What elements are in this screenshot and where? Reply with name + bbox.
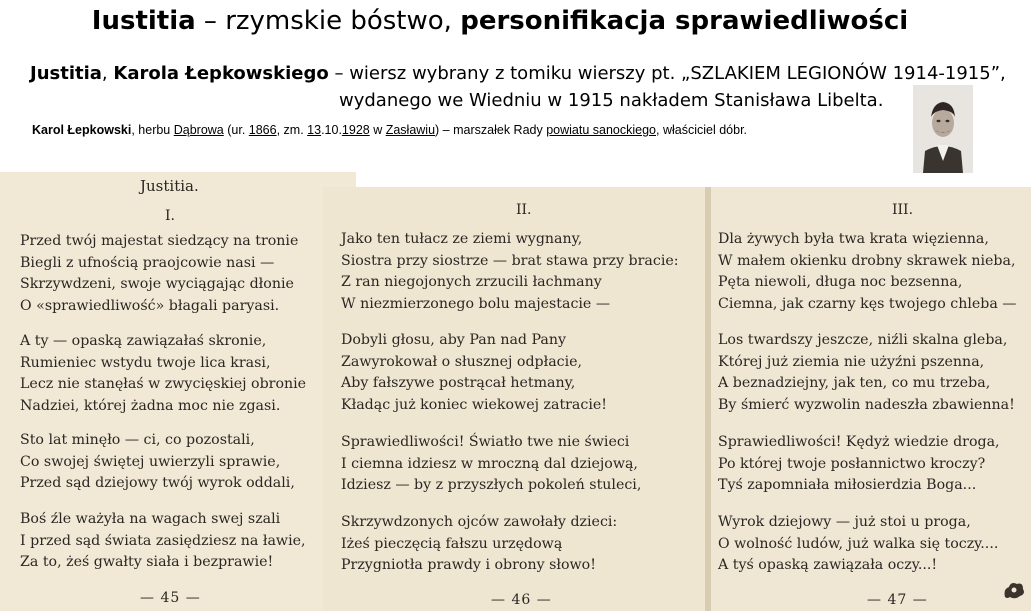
verse-line: Której już ziemia nie użyźni pszenna, (718, 353, 985, 370)
book-page-47 (711, 187, 1031, 611)
bio-text: , zm. (276, 123, 308, 137)
verse-line: Po której twoje posłannictwo kroczy? (718, 455, 986, 472)
title-bold: Iustitia (91, 6, 196, 36)
verse-line: Przed twój majestat siedzący na tronie (20, 233, 299, 249)
verse-line: W małem okienku drobny skrawek nieba, (718, 252, 1016, 269)
page-title (0, 4, 1000, 38)
verse-line: Tyś zapomniała miłosierdzia Boga... (718, 477, 977, 493)
bio-text: , właściciel dóbr. (656, 123, 748, 137)
subtitle-line-1 (30, 62, 1006, 86)
subtitle-poem-name: Justitia (30, 63, 102, 84)
verse-line: Sprawiedliwości! Kędyż wiedzie droga, (718, 434, 1000, 450)
stanza (341, 512, 617, 577)
bio-link-herb[interactable]: Dąbrowa (173, 123, 224, 137)
stanza (341, 229, 707, 315)
verse-line: Lecz nie stanęłaś w zwycięskiej obronie (20, 376, 307, 392)
book-page-46 (323, 187, 707, 611)
verse-line: O «sprawiedliwość» błagali paryasi. (20, 297, 280, 314)
verse-line: Kładąc już koniec wiekowej zatracie! (341, 396, 607, 413)
bio-text: ) – marszałek Rady (435, 123, 547, 137)
bio-name: Karol Łepkowski (32, 123, 132, 137)
verse-line: Dla żywych była twa krata więzienna, (718, 231, 989, 247)
bio-link-place[interactable]: Zasławiu (385, 123, 436, 137)
verse-line: Sprawiedliwości! Światło twe nie świeci (341, 434, 630, 450)
verse-line: Ciemna, jak czarny kęs twojego chleba — (718, 295, 1017, 312)
stanza (341, 432, 641, 497)
page-number: — 47 — (867, 592, 928, 608)
stanza (718, 330, 1015, 416)
bio-text: , herbu (131, 123, 174, 137)
verse-line: I ciemna idziesz w mroczną dal dziejową, (341, 455, 638, 472)
stanza (20, 509, 306, 574)
verse-line: O wolność ludów, już walka się toczy.... (718, 535, 999, 552)
stanza (718, 512, 998, 577)
verse-line: Boś źle ważyła na wagach swej szali (20, 511, 281, 527)
bio-link-day[interactable]: 13 (307, 123, 322, 137)
verse-line: Nadziei, której żadna moc nie zgasi. (20, 397, 281, 414)
verse-line: Sto lat minęło — ci, co pozostali, (20, 432, 255, 448)
stanza (341, 330, 607, 416)
stanza (20, 430, 295, 495)
verse-line: W niezmierzonego bolu majestacie — (341, 295, 611, 312)
verse-line: Aby fałszywe postrącał hetmany, (341, 375, 576, 391)
bio-link-born[interactable]: 1866 (248, 123, 277, 137)
subtitle-rest: – wiersz wybrany z tomiku wierszy pt. „SZLAKIEM LEGIONÓW 1914-1915”, (328, 63, 1006, 84)
verse-line: A tyś opaską zawiązała oczy...! (718, 557, 938, 573)
verse-line: Zawyrokował o słusznej odpłacie, (341, 353, 583, 370)
stanza (718, 229, 1017, 315)
section-number: II. (516, 202, 532, 218)
stanza (20, 331, 306, 417)
subtitle-line-2: wydanego we Wiedniu w 1915 nakładem Stanisława Libelta. (339, 90, 884, 111)
verse-line: Skrzywdzonych ojców zawołały dzieci: (341, 514, 618, 530)
author-portrait (913, 85, 973, 173)
stanza (718, 432, 1000, 497)
page-number: — 46 — (491, 592, 552, 608)
ornament-icon (1001, 579, 1027, 601)
verse-line: Dobyli głosu, aby Pan nad Pany (341, 332, 567, 348)
verse-line: Rumieniec wstydu twoje lica krasi, (20, 354, 271, 371)
verse-line: Iżeś pieczęcią fałszu urzędową (341, 535, 563, 552)
verse-line: By śmierć wyzwolin nadeszła zbawienna! (718, 396, 1015, 413)
section-number: I. (165, 208, 175, 224)
verse-line: Skrzywdzeni, swoje wyciągając dłonie (20, 276, 294, 292)
verse-line: Z ran niegojonych zrzucili łachmany (341, 274, 602, 290)
bio-text: .10. (321, 123, 342, 137)
bio-link-year[interactable]: 1928 (341, 123, 370, 137)
verse-line: I przed sąd świata zasiędziesz na ławie, (20, 532, 306, 549)
verse-line: Idziesz — by z przyszłych pokoleń stuleci, (341, 477, 642, 493)
title-bold-2: personifikacja sprawiedliwości (460, 6, 909, 36)
section-number: III. (892, 202, 914, 218)
title-mid: – rzymskie bóstwo, (195, 6, 461, 36)
stanza (20, 231, 298, 317)
bio-text: (ur. (223, 123, 249, 137)
verse-line: Co swojej świętej uwierzyli sprawie, (20, 453, 281, 470)
verse-line: Przed sąd dziejowy twój wyrok oddali, (20, 475, 295, 491)
verse-line: Za to, żeś gwałty siała i bezprawie! (20, 554, 274, 570)
verse-line: Pęta niewoli, długa noc bezsenna, (718, 274, 963, 290)
book-page-45 (0, 172, 356, 611)
poem-title: Justitia. (140, 177, 199, 195)
subtitle-sep: , (101, 63, 114, 84)
verse-line: Biegli z ufnością praojcowie nasi — (20, 254, 275, 271)
verse-line: Jako ten tułacz ze ziemi wygnany, (341, 231, 583, 247)
verse-line: Przygniotła prawdy i obrony słowo! (341, 557, 596, 573)
author-bio (32, 122, 747, 138)
verse-line: A beznadziejny, jak ten, co mu trzeba, (718, 375, 991, 391)
verse-line: A ty — opaską zawiązałaś skronie, (20, 333, 267, 349)
verse-line: Siostra przy siostrze — brat stawa przy bracie: (341, 252, 679, 269)
verse-line: Wyrok dziejowy — już stoi u proga, (718, 514, 971, 530)
page-number: — 45 — (140, 590, 201, 606)
subtitle-author: Karola Łepkowskiego (113, 63, 329, 84)
bio-text: w (369, 123, 386, 137)
bio-link-powiat[interactable]: powiatu sanockiego (546, 123, 656, 137)
verse-line: Los twardszy jeszcze, niźli skalna gleba, (718, 332, 1008, 348)
portrait-image (913, 85, 973, 173)
